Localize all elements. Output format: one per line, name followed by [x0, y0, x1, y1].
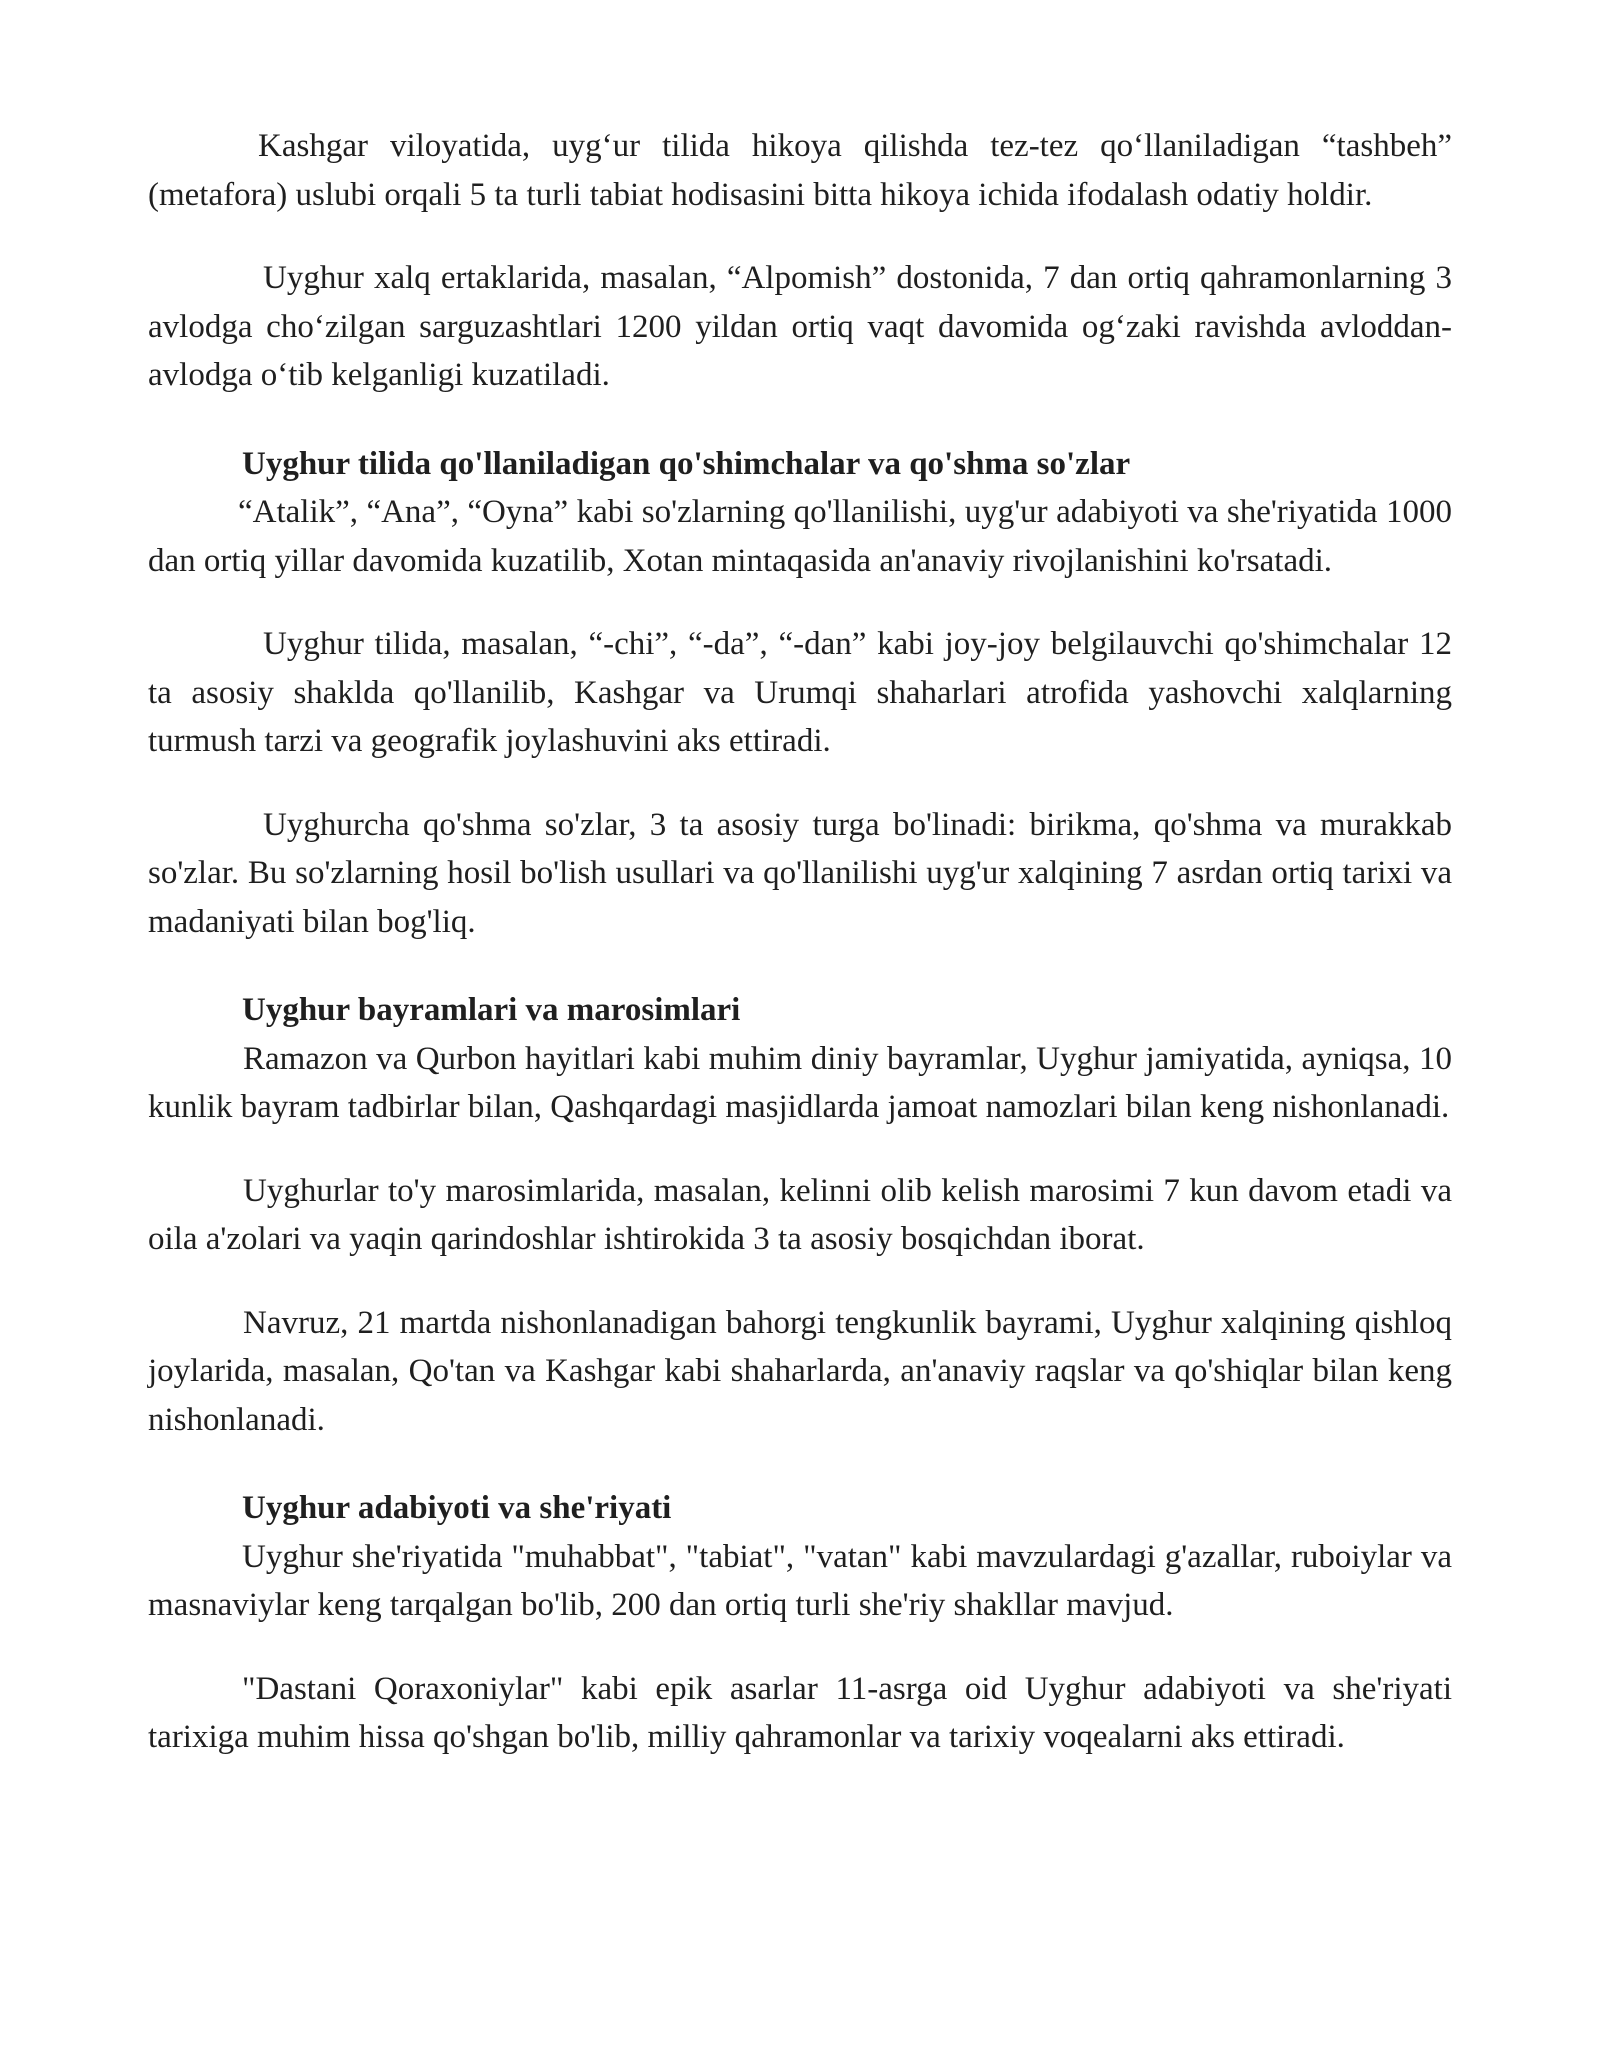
heading-holidays-ceremonies: Uyghur bayramlari va marosimlari [242, 992, 741, 1028]
paragraph-religious-holidays: Ramazon va Qurbon hayitlari kabi muhim diniy bayramlar, Uyghur jamiyatida, ayniqsa, 10 kunlik bayram tadbirlar bilan, Qashqardagi masjidlarda jamoat namozlari bilan keng nishonlanadi. [148, 1040, 1452, 1125]
paragraph-navruz: Navruz, 21 martda nishonlanadigan bahorgi tengkunlik bayrami, Uyghur xalqining qishloq joylarida, masalan, Qo'tan va Kashgar kabi shaharlarda, an'anaviy raqslar va qo'shiqlar bilan keng nishonlanadi. [148, 1304, 1452, 1438]
paragraph-folk-tales: Uyghur xalq ertaklarida, masalan, “Alpomish” dostonida, 7 dan ortiq qahramonlarning 3 avlodga choʻzilgan sarguzashtlari 1200 yildan ortiq vaqt davomida ogʻzaki ravishda avloddan-avlodga oʻtib kelganligi kuzatiladi. [148, 260, 1452, 393]
paragraph-word-usage: “Atalik”, “Ana”, “Oyna” kabi so'zlarning qo'llanilishi, uyg'ur adabiyoti va she'riyatida 1000 dan ortiq yillar davomida kuzatilib, Xotan mintaqasida an'anaviy rivojlanishini ko'rsatadi. [148, 494, 1452, 579]
paragraph-wedding-ceremonies: Uyghurlar to'y marosimlarida, masalan, kelinni olib kelish marosimi 7 kun davom etadi va oila a'zolari va yaqin qarindoshlar ishtirokida 3 ta asosiy bosqichdan iborat. [148, 1172, 1452, 1257]
paragraph-kashgar-metaphor: Kashgar viloyatida, uygʻur tilida hikoya qilishda tez-tez qoʻllaniladigan “tashbeh” (metafora) uslubi orqali 5 ta turli tabiat hodisasini bitta hikoya ichida ifodalash odatiy holdir. [148, 128, 1452, 213]
paragraph-compound-words: Uyghurcha qo'shma so'zlar, 3 ta asosiy turga bo'linadi: birikma, qo'shma va murakkab so'zlar. Bu so'zlarning hosil bo'lish usullari va qo'llanilishi uyg'ur xalqining 7 asrdan ortiq tarixi va madaniyati bilan bog'liq. [148, 806, 1452, 940]
heading-suffixes-compounds: Uyghur tilida qo'llaniladigan qo'shimchalar va qo'shma so'zlar [242, 445, 1131, 482]
paragraph-epic-works: "Dastani Qoraxoniylar" kabi epik asarlar 11-asrga oid Uyghur adabiyoti va she'riyati tarixiga muhim hissa qo'shgan bo'lib, milliy qahramonlar va tarixiy voqealarni aks ettiradi. [148, 1670, 1452, 1755]
paragraph-poetry-forms: Uyghur she'riyatida "muhabbat", "tabiat", "vatan" kabi mavzulardagi g'azallar, ruboiylar va masnaviylar keng tarqalgan bo'lib, 200 dan ortiq turli she'riy shakllar mavjud. [148, 1538, 1452, 1623]
paragraph-location-suffixes: Uyghur tilida, masalan, “-chi”, “-da”, “-dan” kabi joy-joy belgilauvchi qo'shimchalar 12 ta asosiy shaklda qo'llanilib, Kashgar va Urumqi shaharlari atrofida yashovchi xalqlarning turmush tarzi va geografik joylashuvini aks ettiradi. [148, 626, 1452, 759]
document-page [148, 122, 1452, 1762]
heading-literature-poetry: Uyghur adabiyoti va she'riyati [242, 1490, 672, 1526]
